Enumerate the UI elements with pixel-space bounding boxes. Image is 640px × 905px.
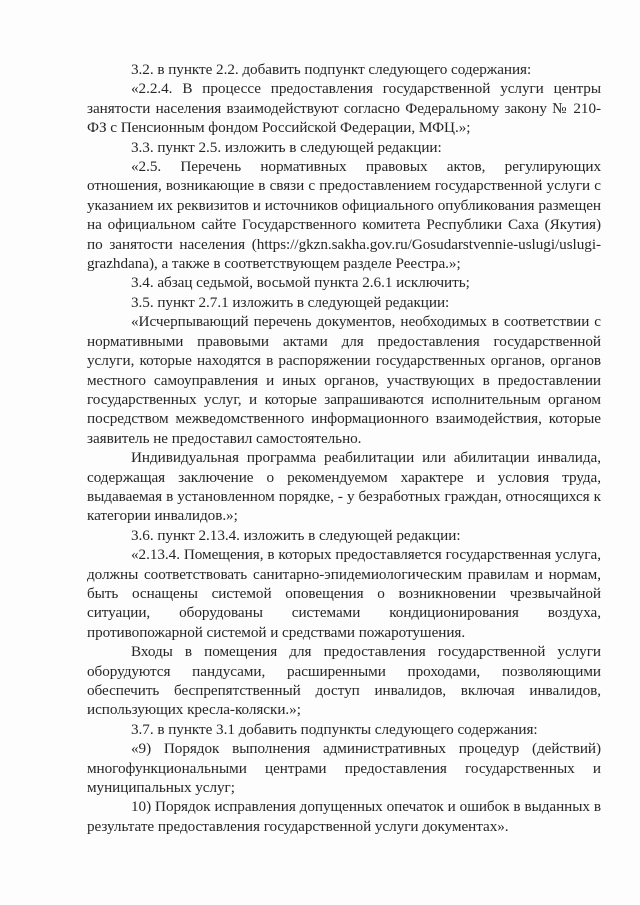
paragraph-3-2: 3.2. в пункте 2.2. добавить подпункт следующего содержания: [131, 61, 532, 78]
paragraph-3-5: 3.5. пункт 2.7.1 изложить в следующей редакции: [131, 293, 450, 311]
paragraph-3-7: 3.7. в пункте 3.1 добавить подпункты следующего содержания: [131, 720, 538, 738]
paragraph-ipra-text: Индивидуальная программа реабилитации или абилитации инвалида, содержащая заключение о рекомендуемом характере и условия труда, выдаваемая в установленном порядке, - у безработных граждан, относящихся к категории инвалидов.»; [87, 449, 601, 525]
paragraph-entrances-text: Входы в помещения для предоставления государственной услуги оборудуются пандусами, расширенными проходами, позволяющими обеспечить беспрепятственный доступ инвалидов, включая инвалидов, использующих кресла-коляски.»; [87, 643, 601, 719]
paragraph-item-10: 10) Порядок исправления допущенных опечаток и ошибок в выданных в результате предоставления государственной услуги документах». [87, 798, 601, 835]
paragraph-2-13-4-text: «2.13.4. Помещения, в которых предоставляется государственная услуга, должны соответствовать санитарно-эпидемиологическим правилам и нормам, быть оснащены системой оповещения о возникновении чрезвычайной ситуации, оборудованы системами кондиционирования воздуха, противопожарной системой и средствами пожаротушения. [87, 546, 601, 641]
paragraph-2-5-text: «2.5. Перечень нормативных правовых актов, регулирующих отношения, возникающие в связи с предоставлением государственной услуги с указанием их реквизитов и источников официального опубликования размещен на официальном сайте Государственного комитета Республики Саха (Якутия) по занятости населения (https://gkzn.sakha.gov.ru/Gosudarstvennie-uslugi/uslugi-grazhdana), а также в соответствующем разделе Реестра.»; [87, 158, 601, 273]
paragraph-2-2-4-text: «2.2.4. В процессе предоставления государственной услуги центры занятости населения взаимодействуют согласно Федеральному закону № 210-ФЗ с Пенсионным фондом Российской Федерации, МФЦ.»; [87, 80, 601, 137]
paragraph-3-4: 3.4. абзац седьмой, восьмой пункта 2.6.1 исключить; [131, 274, 470, 292]
paragraph-item-9: «9) Порядок выполнения административных процедур (действий) многофункциональными центрами предоставления государственных и муниципальных услуг; [87, 740, 601, 797]
paragraph-2-7-1-text: «Исчерпывающий перечень документов, необходимых в соответствии с нормативными правовыми актами для предоставления государственной услуги, которые находятся в распоряжении государственных органов, органов местного самоуправления и иных органов, участвующих в предоставлении государственных услуг, и которые запрашиваются исполнительным органом посредством межведомственного информационного взаимодействия, которые заявитель не предоставил самостоятельно. [87, 313, 601, 447]
paragraph-3-3: 3.3. пункт 2.5. изложить в следующей редакции: [131, 138, 442, 156]
document-body [87, 60, 601, 836]
paragraph-3-6: 3.6. пункт 2.13.4. изложить в следующей редакции: [131, 526, 461, 544]
